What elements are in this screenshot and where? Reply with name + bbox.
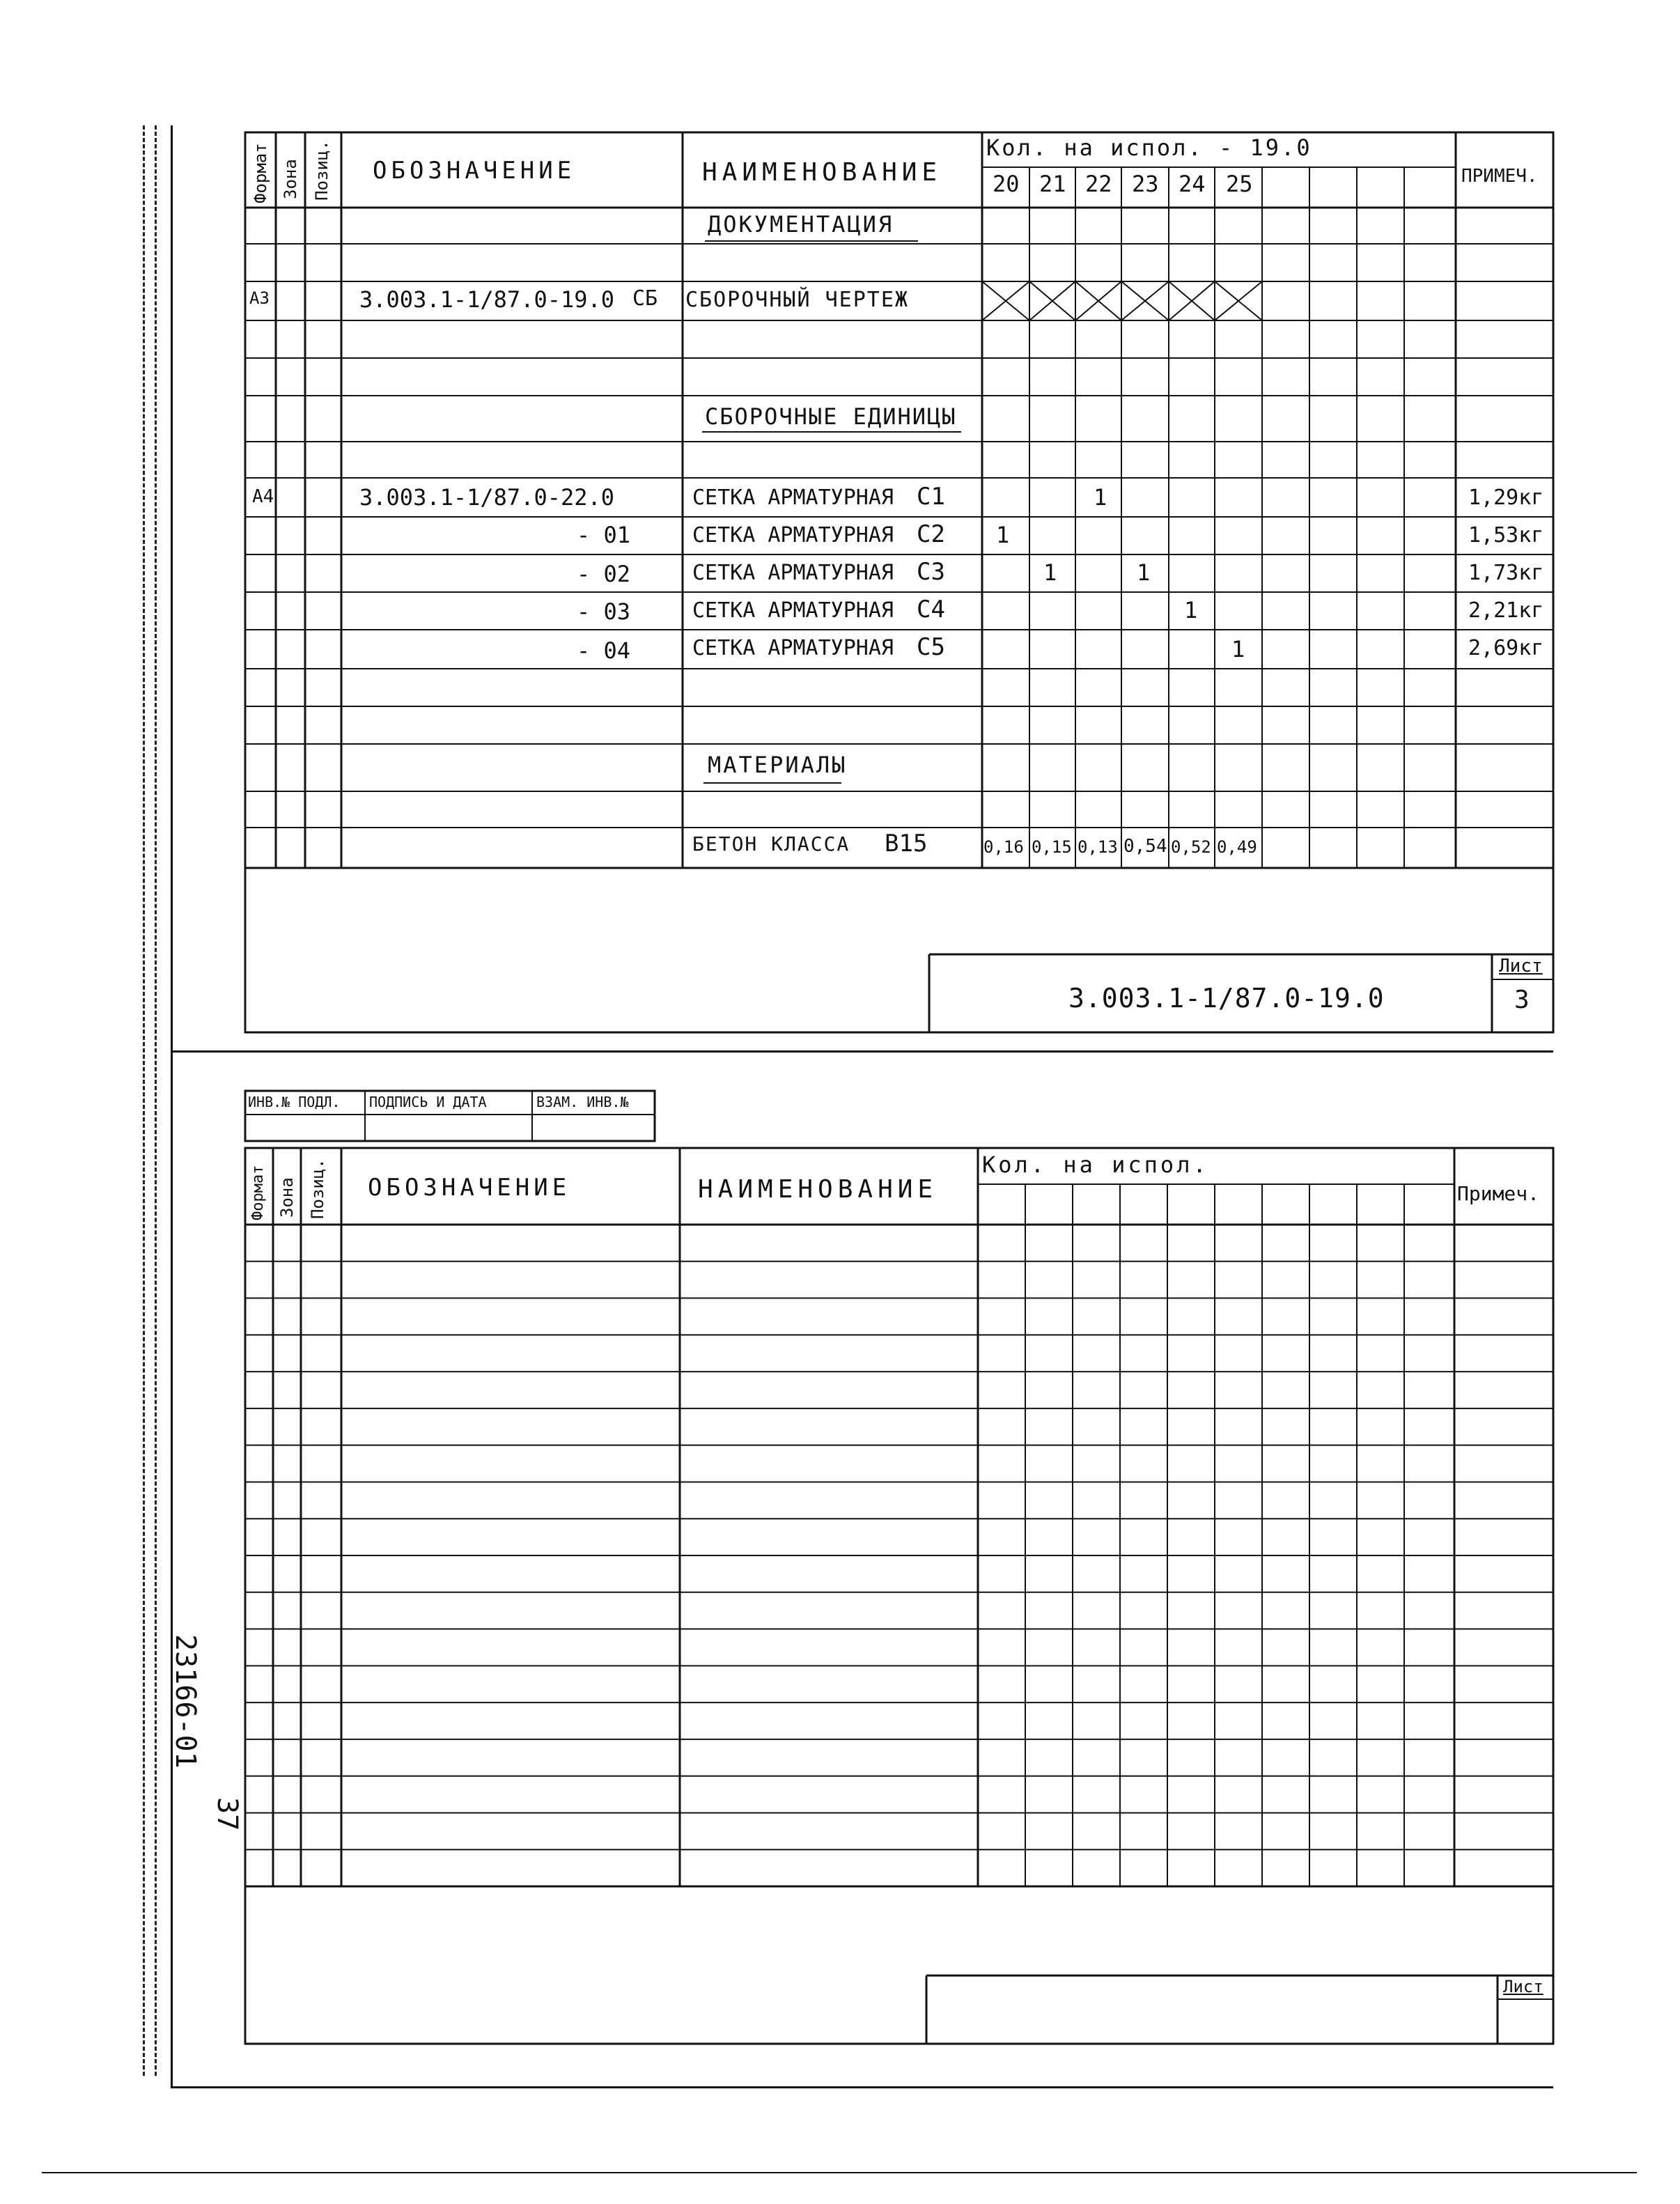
concrete-grade: В15	[885, 830, 928, 857]
concrete-volume-24: 0,52	[1171, 837, 1211, 857]
row-c4-name: СЕТКА АРМАТУРНАЯ	[692, 598, 894, 623]
header-position: Позиц.	[312, 140, 332, 201]
concrete-volume-23: 0,54	[1123, 836, 1167, 857]
header-variant-22: 22	[1085, 171, 1112, 197]
archive-number: 23166-01	[169, 1634, 201, 1769]
row-c1-designation: 3.003.1-1/87.0-22.0	[359, 484, 615, 511]
lower-header-qty-title: Кол. на испол.	[982, 1151, 1209, 1178]
row-c3-mark: С3	[917, 558, 945, 586]
header-qty-title: Кол. на испол. - 19.0	[986, 134, 1312, 161]
row-c3-name: СЕТКА АРМАТУРНАЯ	[692, 561, 894, 585]
header-zone: Зона	[281, 159, 300, 199]
row-c1-format: А4	[252, 486, 274, 507]
row-c2-designation: - 01	[577, 522, 631, 548]
concrete-volume-20: 0,16	[983, 837, 1024, 857]
lower-header-name: НАИМЕНОВАНИЕ	[698, 1175, 938, 1204]
row-c4-mark: С4	[917, 596, 945, 623]
row-c5-note: 2,69кг	[1468, 636, 1544, 660]
row-c2-name: СЕТКА АРМАТУРНАЯ	[692, 523, 894, 548]
row-c5-designation: - 04	[577, 637, 631, 664]
row-c2-note: 1,53кг	[1468, 523, 1544, 548]
row-c4-note: 2,21кг	[1468, 598, 1544, 623]
header-note: ПРИМЕЧ.	[1461, 166, 1538, 187]
concrete-volume-21: 0,15	[1032, 837, 1072, 857]
lower-header-format: Формат	[249, 1165, 267, 1220]
row-c1-note: 1,29кг	[1468, 486, 1544, 510]
header-variant-21: 21	[1039, 171, 1066, 197]
archive-page: 37	[211, 1797, 243, 1831]
row-assembly-drawing-suffix: СБ	[632, 286, 658, 311]
row-c4-designation: - 03	[577, 598, 631, 625]
lower-title-block-sheet-label: Лист	[1503, 1977, 1543, 1996]
title-block-sheet-label: Лист	[1499, 956, 1543, 977]
row-c1-qty-22: 1	[1094, 484, 1107, 511]
stamp-replace-inv: ВЗАМ. ИНВ.№	[536, 1094, 629, 1110]
row-c4-qty-24: 1	[1184, 597, 1198, 623]
title-block-doc-number: 3.003.1-1/87.0-19.0	[1068, 983, 1385, 1014]
row-c3-designation: - 02	[577, 561, 631, 587]
row-c3-qty-23: 1	[1137, 559, 1151, 586]
row-c5-qty-25: 1	[1231, 636, 1245, 662]
row-assembly-drawing-format: А3	[249, 288, 270, 308]
row-assembly-drawing-name: СБОРОЧНЫЙ ЧЕРТЕЖ	[685, 288, 909, 312]
header-designation: ОБОЗНАЧЕНИЕ	[373, 157, 576, 185]
row-assembly-drawing-designation: 3.003.1-1/87.0-19.0	[359, 286, 615, 313]
section-documentation: ДОКУМЕНТАЦИЯ	[708, 211, 894, 238]
concrete-name: БЕТОН КЛАССА	[692, 832, 850, 855]
section-materials: МАТЕРИАЛЫ	[708, 752, 848, 778]
concrete-volume-25: 0,49	[1217, 837, 1257, 857]
stamp-sign-date: ПОДПИСЬ И ДАТА	[369, 1094, 487, 1110]
row-c5-name: СЕТКА АРМАТУРНАЯ	[692, 636, 894, 660]
section-assembly-units: СБОРОЧНЫЕ ЕДИНИЦЫ	[705, 403, 957, 430]
lower-header-designation: ОБОЗНАЧЕНИЕ	[368, 1174, 571, 1202]
row-c1-mark: С1	[917, 483, 945, 511]
row-c2-mark: С2	[917, 520, 945, 548]
row-c2-qty-20: 1	[996, 522, 1010, 548]
lower-header-position: Позиц.	[308, 1158, 327, 1219]
header-variant-24: 24	[1179, 171, 1206, 197]
row-c3-note: 1,73кг	[1468, 561, 1544, 585]
lower-header-zone: Зона	[277, 1177, 297, 1218]
header-variant-25: 25	[1226, 171, 1253, 197]
row-c5-mark: С5	[917, 633, 945, 661]
concrete-volume-22: 0,13	[1078, 837, 1118, 857]
lower-header-note: Примеч.	[1457, 1182, 1540, 1205]
title-block-sheet-number: 3	[1514, 986, 1530, 1014]
row-c1-name: СЕТКА АРМАТУРНАЯ	[692, 486, 894, 510]
header-variant-20: 20	[993, 171, 1020, 197]
header-variant-23: 23	[1132, 171, 1159, 197]
row-c3-qty-21: 1	[1043, 559, 1057, 586]
header-name: НАИМЕНОВАНИЕ	[702, 158, 942, 187]
stamp-inv-orig: ИНВ.№ ПОДЛ.	[248, 1094, 341, 1110]
header-format: Формат	[251, 143, 270, 203]
